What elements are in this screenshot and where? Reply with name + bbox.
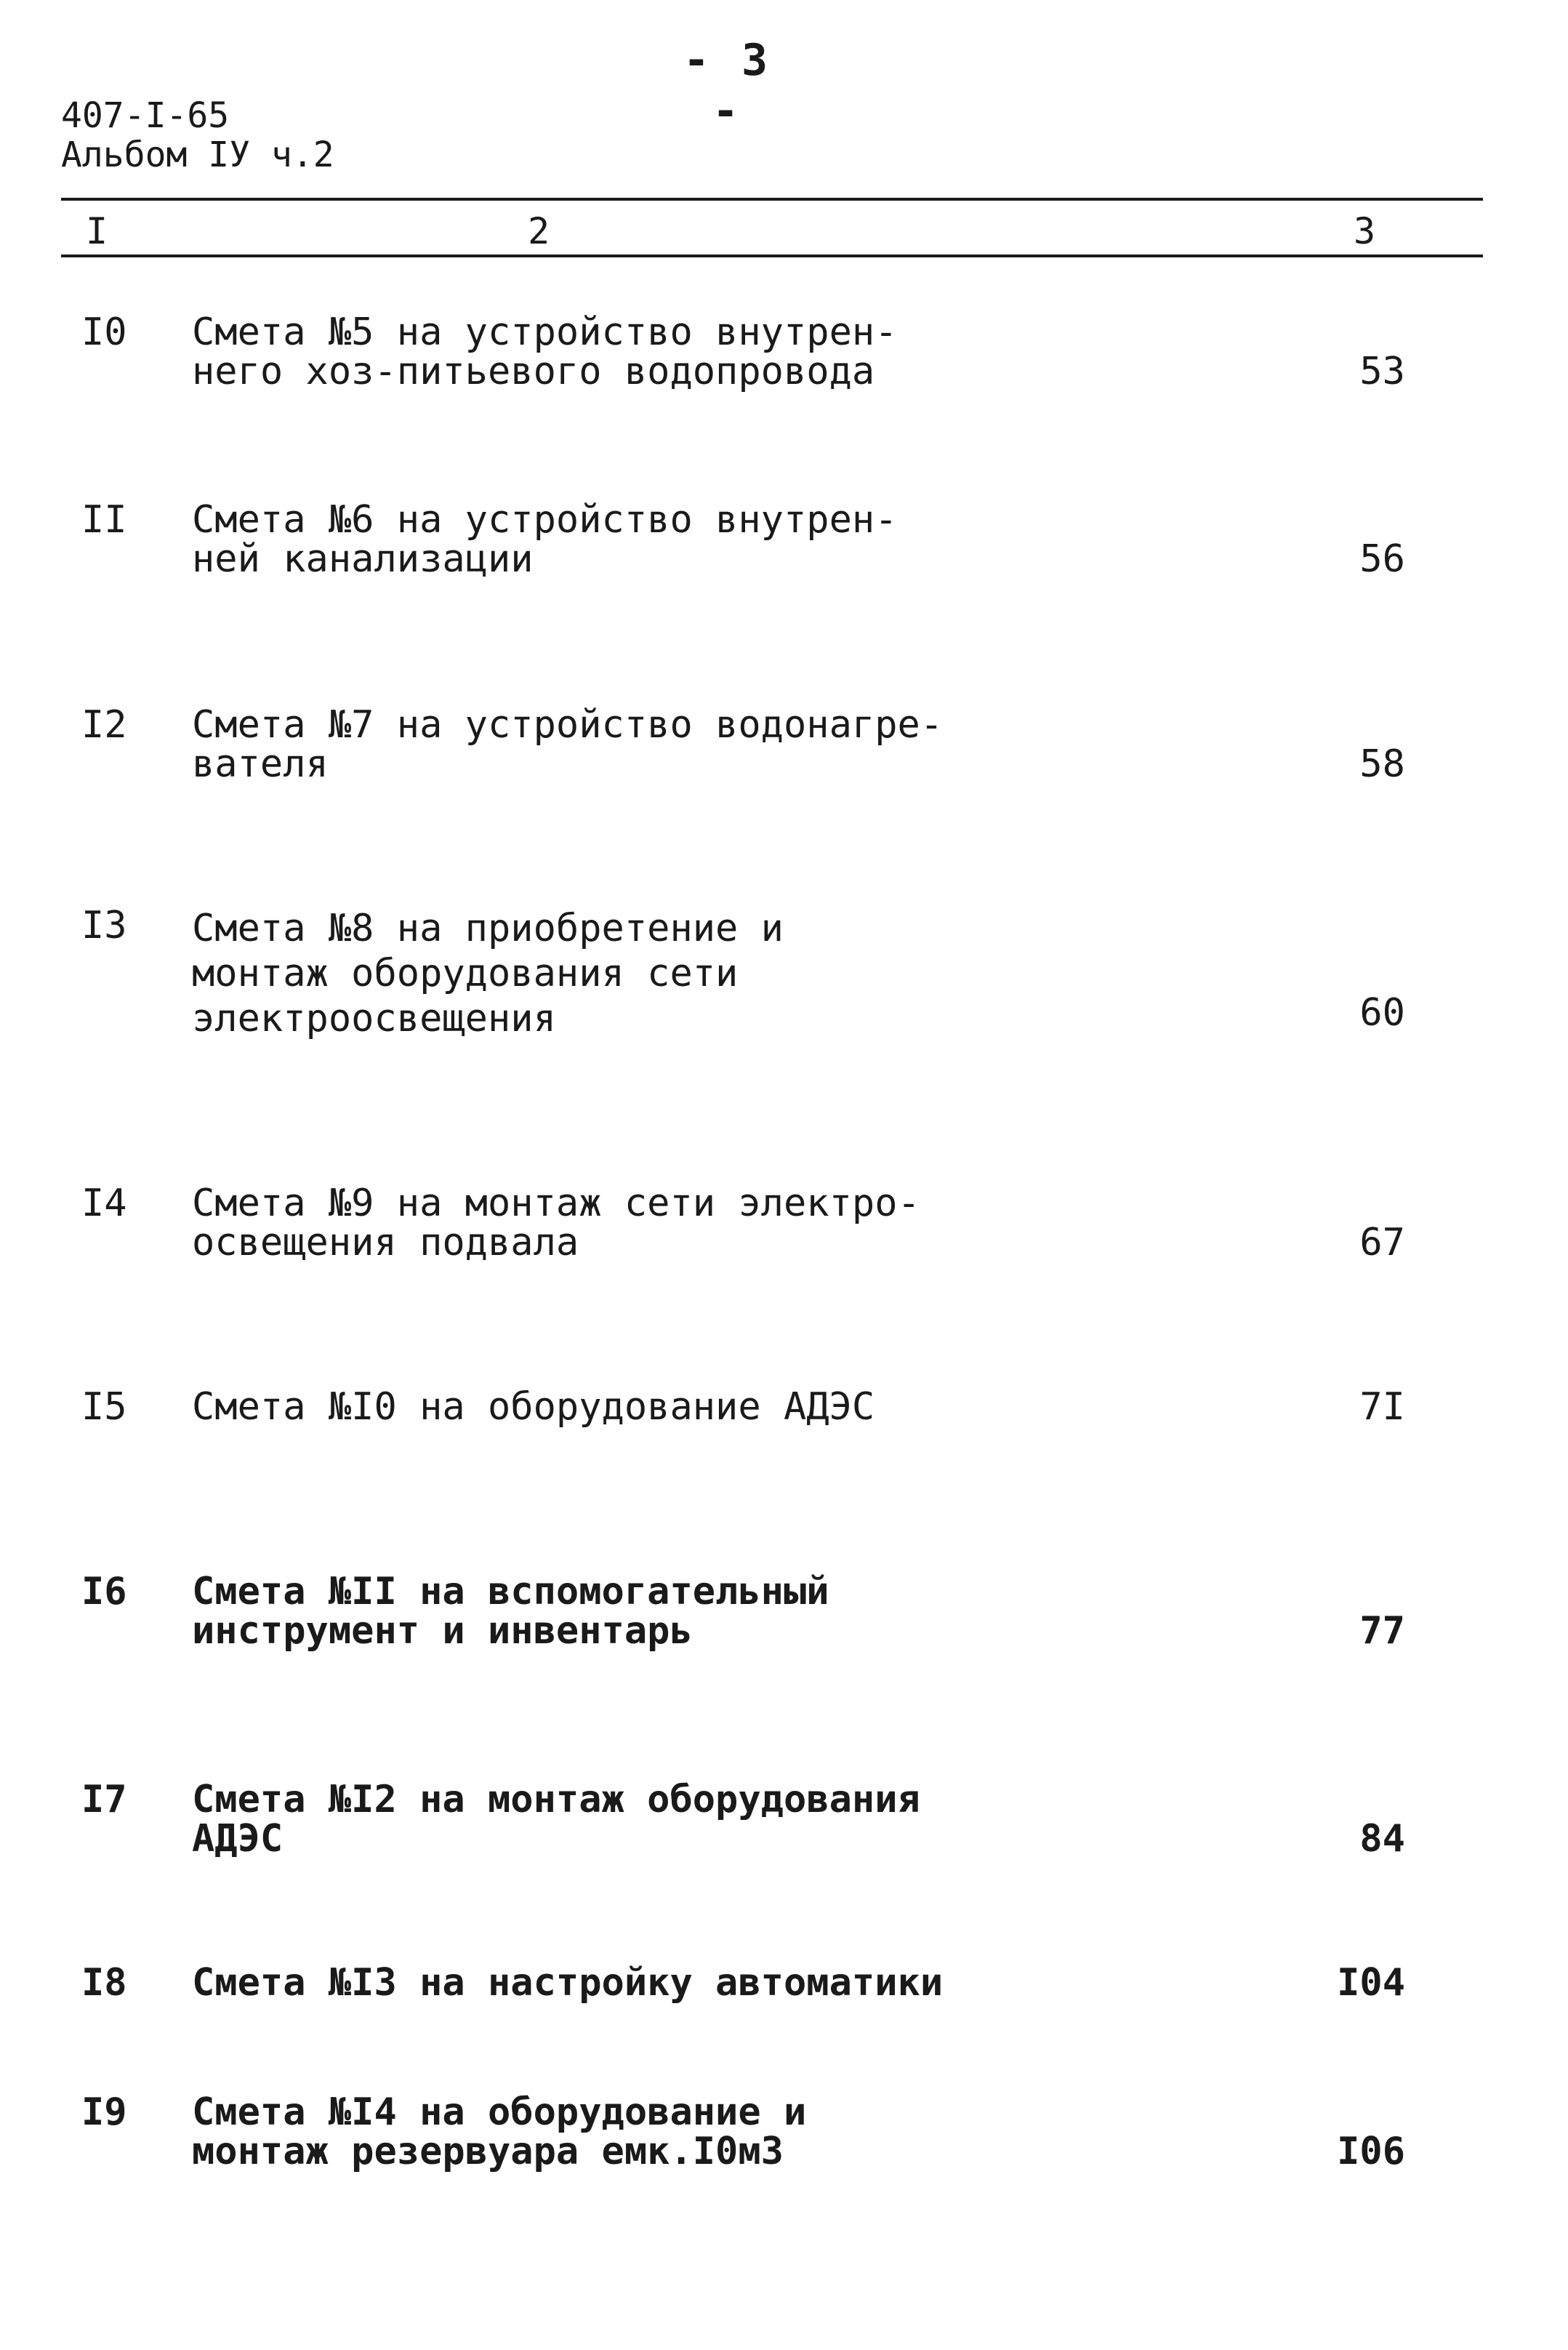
row-description: Смета №9 на монтаж сети электро- освещения подвала: [192, 1182, 920, 1264]
row-page: I06: [1337, 2130, 1405, 2173]
row-page: 84: [1359, 1817, 1405, 1861]
row-page: 67: [1359, 1221, 1405, 1264]
row-description: Смета №7 на устройство водонагре- вателя: [192, 703, 944, 786]
row-page: 56: [1359, 537, 1405, 581]
row-number: I5: [81, 1385, 127, 1429]
row-number: I9: [81, 2090, 127, 2134]
album-label: Альбом IУ ч.2: [61, 135, 334, 175]
row-page: 58: [1359, 742, 1405, 786]
row-number: II: [81, 498, 127, 542]
row-page: 60: [1359, 991, 1405, 1035]
column-header-3: 3: [1354, 210, 1376, 252]
row-description: Смета №I2 на монтаж оборудования АДЭС: [192, 1778, 920, 1861]
page-number: - 3 -: [683, 35, 771, 137]
row-description: Смета №6 на устройство внутрен- ней канализации: [192, 498, 898, 581]
table-header-rule: [61, 254, 1483, 257]
row-number: I2: [81, 703, 127, 747]
row-description: Смета №I0 на оборудование АДЭС: [192, 1385, 875, 1429]
row-description: Смета №I3 на настройку автоматики: [192, 1961, 944, 2005]
row-page: 7I: [1359, 1385, 1405, 1429]
row-number: I3: [81, 904, 127, 947]
column-header-1: I: [86, 210, 108, 252]
row-page: 53: [1359, 350, 1405, 393]
row-description: Смета №I4 на оборудование и монтаж резервуара емк.I0м3: [192, 2090, 807, 2173]
row-description: Смета №8 на приобретение и монтаж оборудования сети электроосвещения: [192, 907, 784, 1040]
row-number: I6: [81, 1570, 127, 1613]
row-number: I8: [81, 1961, 127, 2005]
row-number: I4: [81, 1182, 127, 1225]
column-header-2: 2: [528, 210, 550, 252]
row-number: I0: [81, 310, 127, 354]
row-number: I7: [81, 1778, 127, 1821]
row-page: 77: [1359, 1609, 1405, 1653]
row-page: I04: [1337, 1961, 1405, 2005]
document-code: 407-I-65: [61, 95, 230, 136]
table-top-rule: [61, 198, 1483, 201]
row-description: Смета №5 на устройство внутрен- него хоз-питьевого водопровода: [192, 310, 898, 393]
row-description: Смета №II на вспомогательный инструмент и инвентарь: [192, 1570, 829, 1653]
